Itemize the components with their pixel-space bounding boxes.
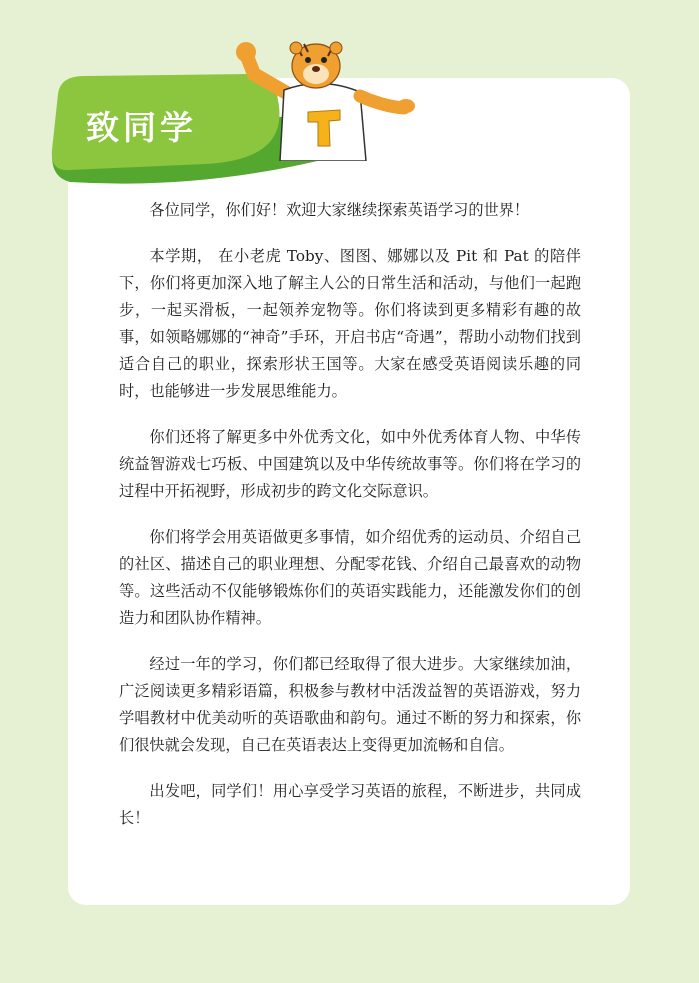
letter-body: [119, 197, 581, 851]
paragraph: 你们将学会用英语做更多事情，如介绍优秀的运动员、介绍自己的社区、描述自己的职业理想、分配零花钱、介绍自己最喜欢的动物等。这些活动不仅能够锻炼你们的英语实践能力，还能激发你们的创造力和团队协作精神。: [119, 528, 581, 627]
paragraph: 各位同学，你们好！欢迎大家继续探索英语学习的世界！: [149, 201, 530, 219]
tiger-mascot-icon: [232, 36, 417, 161]
paragraph: 出发吧，同学们！用心享受学习英语的旅程，不断进步，共同成长！: [119, 782, 581, 827]
page-title: 致同学: [86, 108, 197, 147]
paragraph: 本学期， 在小老虎 Toby、图图、娜娜以及 Pit 和 Pat 的陪伴下，你们将更加深入地了解主人公的日常生活和活动，与他们一起跑步，一起买滑板，一起领养宠物等。你们将读到更多精彩有趣的故事，如领略娜娜的“神奇”手环，开启书店“奇遇”，帮助小动物们找到适合自己的职业，探索形状王国等。大家在感受英语阅读乐趣的同时，也能够进一步发展思维能力。: [119, 247, 581, 400]
paragraph: 经过一年的学习，你们都已经取得了很大进步。大家继续加油，广泛阅读更多精彩语篇，积极参与教材中活泼益智的英语游戏，努力学唱教材中优美动听的英语歌曲和韵句。通过不断的努力和探索，你们很快就会发现，自己在英语表达上变得更加流畅和自信。: [119, 655, 581, 754]
paragraph: 你们还将了解更多中外优秀文化，如中外优秀体育人物、中华传统益智游戏七巧板、中国建筑以及中华传统故事等。你们将在学习的过程中开拓视野，形成初步的跨文化交际意识。: [119, 428, 581, 500]
